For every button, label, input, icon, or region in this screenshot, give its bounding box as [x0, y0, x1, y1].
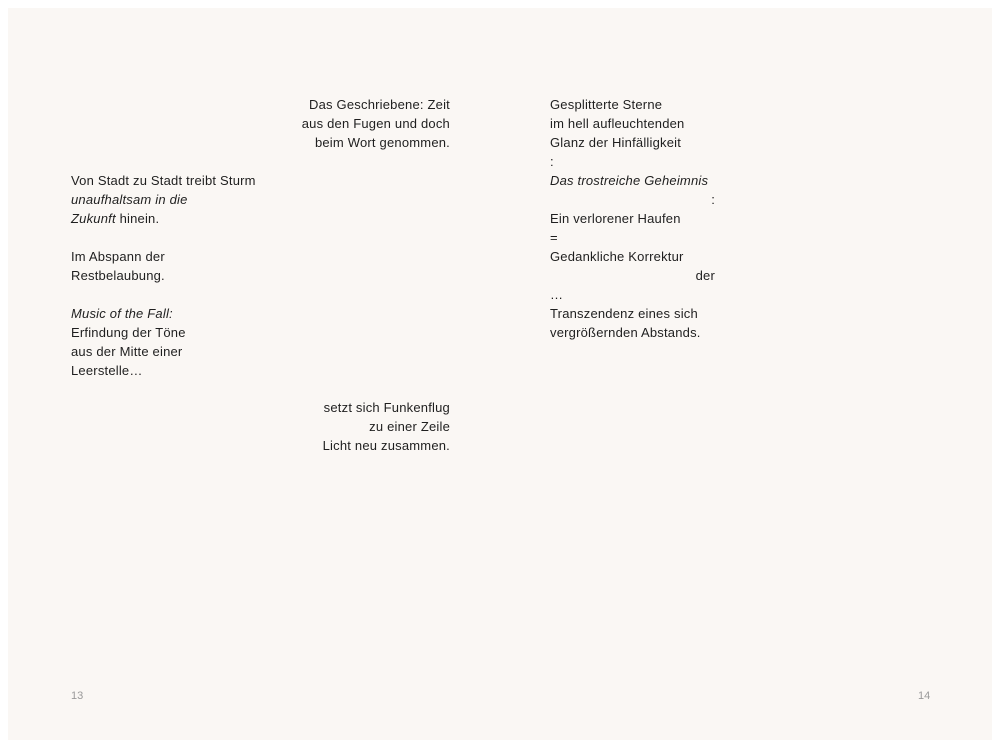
poem-line: vergrößernden Abstands. — [550, 325, 701, 340]
poem-line: Licht neu zusammen. — [322, 438, 450, 453]
poem-line: Das Geschriebene: Zeit — [309, 97, 450, 112]
poem-line: : — [550, 154, 554, 169]
poem-line: = — [550, 230, 558, 245]
right-page — [500, 8, 992, 740]
stanza-gap — [71, 285, 311, 304]
poem-line: aus der Mitte einer — [71, 344, 183, 359]
poem-line: unaufhaltsam in die — [71, 192, 188, 207]
poem-line: Ein verlorener Haufen — [550, 211, 681, 226]
poem-line: aus den Fugen und doch — [301, 116, 450, 131]
poem-line: Gedankliche Korrektur — [550, 249, 684, 264]
poem-line — [71, 209, 311, 228]
poem-line: Erfindung der Töne — [71, 325, 186, 340]
poem-line: Das trostreiche Geheimnis — [550, 173, 709, 188]
poem-line: der — [695, 268, 715, 283]
poem-line: Von Stadt zu Stadt treibt Sturm — [71, 173, 256, 188]
poem-line: : — [711, 192, 715, 207]
poem-line: setzt sich Funkenflug — [323, 400, 450, 415]
poem-line: Im Abspann der — [71, 249, 165, 264]
poem-line: Restbelaubung. — [71, 268, 165, 283]
poem-line: Glanz der Hinfälligkeit — [550, 135, 682, 150]
poem-line-rest: hinein. — [115, 211, 160, 226]
poem-line: zu einer Zeile — [369, 419, 450, 434]
page-number: 13 — [71, 690, 84, 702]
poem-line: Transzendenz eines sich — [550, 306, 698, 321]
poem-stanza-left — [71, 171, 311, 380]
poem-line: Music of the Fall: — [71, 306, 173, 321]
left-page — [8, 8, 500, 740]
poem-line: Gesplitterte Sterne — [550, 97, 663, 112]
poem-line: beim Wort genommen. — [314, 135, 450, 150]
book-spread — [8, 8, 992, 740]
poem-stanza-bottom — [190, 398, 450, 455]
poem-stanza-top — [190, 95, 450, 152]
poem-line: … — [550, 287, 564, 302]
italic-word: Zukunft — [71, 211, 116, 226]
poem-stanza-right — [550, 95, 715, 342]
poem-line: im hell aufleuchtenden — [550, 116, 685, 131]
page-number: 14 — [918, 690, 931, 702]
stanza-gap — [71, 228, 311, 247]
poem-line: Leerstelle… — [71, 363, 143, 378]
